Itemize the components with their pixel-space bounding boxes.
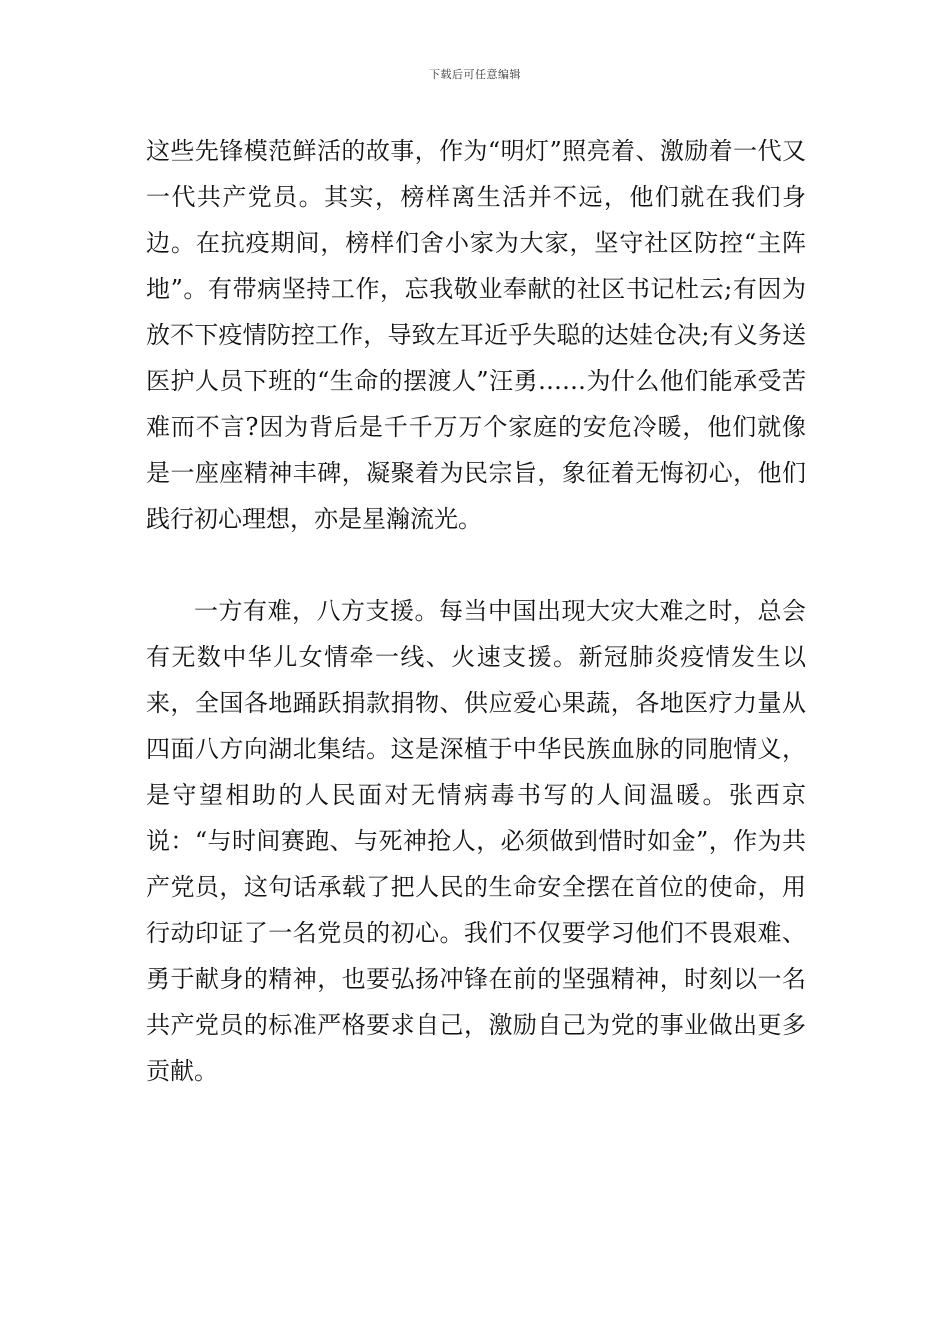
header-note: 下载后可任意编辑 <box>429 68 521 81</box>
paragraph-2: 一方有难，八方支援。每当中国出现大灾大难之时，总会有无数中华儿女情牵一线、火速支援。新冠肺炎疫情发生以来，全国各地踊跃捐款捐物、供应爱心果蔬，各地医疗力量从四面八方向湖北集结。这是深植于中华民族血脉的同胞情义，是守望相助的人民面对无情病毒书写的人间温暖。张西京说：“与时间赛跑、与死神抢人，必须做到惜时如金”，作为共产党员，这句话承载了把人民的生命安全摆在首位的使命，用行动印证了一名党员的初心。我们不仅要学习他们不畏艰难、勇于献身的精神，也要弘扬冲锋在前的坚强精神，时刻以一名共产党员的标准严格要求自己，激励自己为党的事业做出更多贡献。 <box>146 597 806 1085</box>
paragraph-1: 这些先锋模范鲜活的故事，作为“明灯”照亮着、激励着一代又一代共产党员。其实，榜样离生活并不远，他们就在我们身边。在抗疫期间，榜样们舍小家为大家，坚守社区防控“主阵地”。有带病坚持工作，忘我敬业奉献的社区书记杜云;有因为放不下疫情防控工作，导致左耳近乎失聪的达娃仓决;有义务送医护人员下班的“生命的摆渡人”汪勇……为什么他们能承受苦难而不言?因为背后是千千万万个家庭的安危冷暖，他们就像是一座座精神丰碑，凝聚着为民宗旨，象征着无悔初心，他们践行初心理想，亦是星瀚流光。 <box>146 137 806 533</box>
document-body <box>146 128 806 1094</box>
